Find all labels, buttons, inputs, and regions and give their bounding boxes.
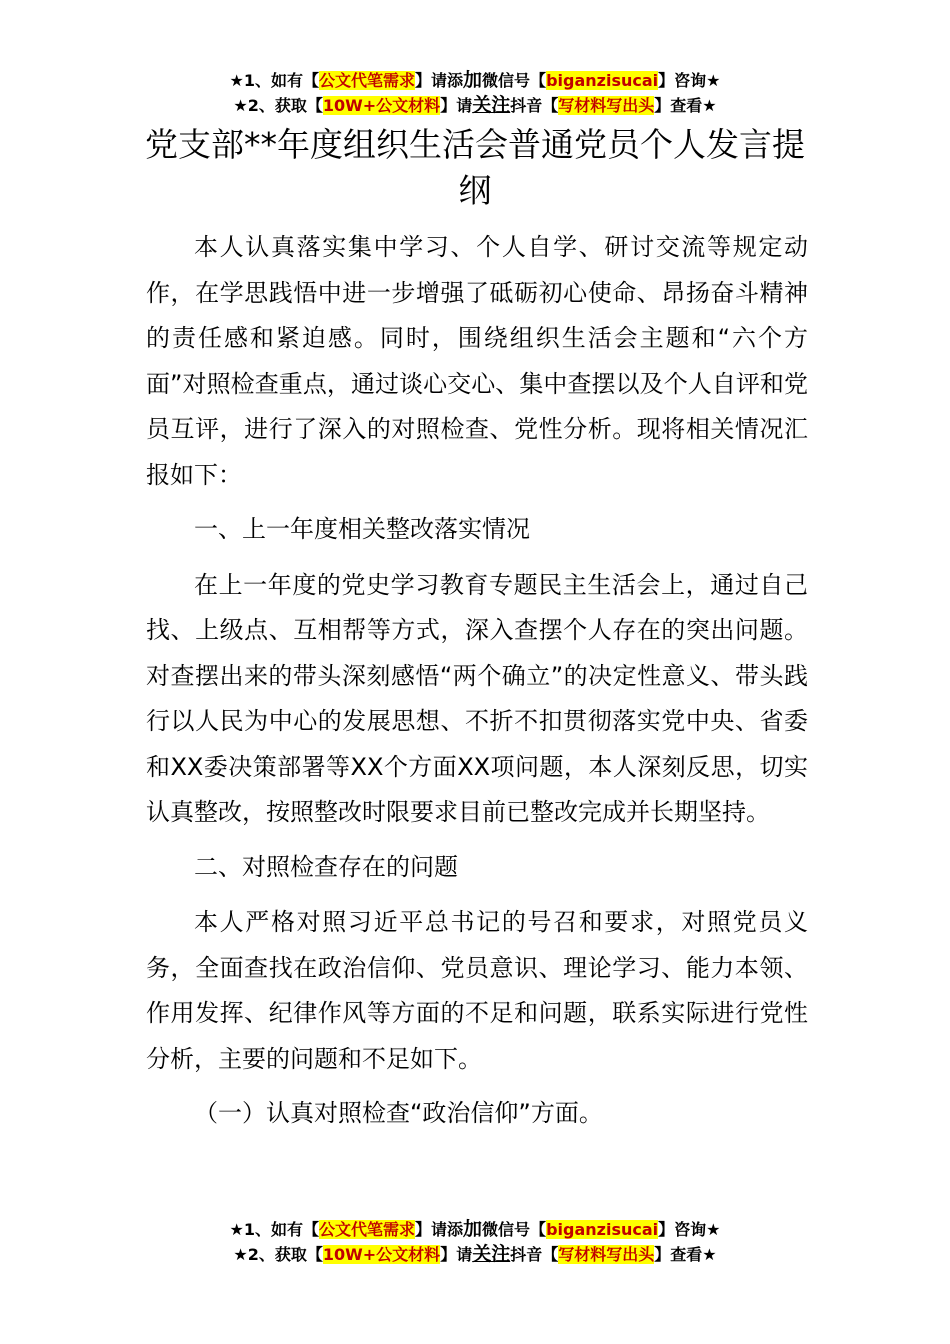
promo-text: ★1、如有【 (229, 71, 319, 90)
promo-text: 】请添 (415, 71, 464, 90)
promo-text: 】请添 (415, 1220, 464, 1239)
promo-text: ★2、获取【 (233, 96, 323, 115)
promo-douyin-id: 写材料写出头 (558, 1245, 655, 1264)
subsection-heading-1: （一）认真对照检查“政治信仰”方面。 (194, 1099, 603, 1127)
promo-text: 】咨询★ (658, 71, 721, 90)
promo-banner-bottom (0, 1217, 950, 1267)
promo-text: 加 (463, 1218, 483, 1240)
promo-text: 关注 (472, 94, 511, 116)
promo-text: 】查看★ (654, 96, 717, 115)
promo-text: 微信号【 (482, 1220, 547, 1239)
document-title: 党支部**年度组织生活会普通党员个人发言提纲 (145, 125, 805, 210)
section-heading-2: 二、对照检查存在的问题 (194, 852, 458, 881)
promo-text: 】咨询★ (658, 1220, 721, 1239)
promo-line-1 (0, 1217, 950, 1242)
promo-text: 】查看★ (654, 1245, 717, 1264)
promo-wechat-id: biganzisucai (546, 1220, 659, 1239)
promo-text: 加 (463, 69, 483, 91)
section-heading-1: 一、上一年度相关整改落实情况 (194, 515, 530, 543)
promo-text: ★2、获取【 (233, 1245, 323, 1264)
promo-wechat-id: biganzisucai (546, 71, 659, 90)
promo-highlight: 10W+公文材料 (322, 96, 441, 115)
promo-text: 关注 (472, 1243, 511, 1265)
paragraph-problems: 本人严格对照习近平总书记的号召和要求，对照党员义务，全面查找在政治信仰、党员意识、理论学习、能力本领、作用发挥、纪律作风等方面的不足和问题，联系实际进行党性分析，主要的问题和不足如下。 (146, 908, 808, 1073)
promo-highlight: 公文代笔需求 (319, 1220, 416, 1239)
paragraph-rectification: 在上一年度的党史学习教育专题民主生活会上，通过自己找、上级点、互相帮等方式，深入查摆个人存在的突出问题。对查摆出来的带头深刻感悟“两个确立”的决定性意义、带头践行以人民为中心的发展思想、不折不扣贯彻落实党中央、省委和XX委决策部署等XX个方面XX项问题，本人深刻反思，切实认真整改，按照整改时限要求目前已整改完成并长期坚持。 (146, 570, 808, 826)
promo-douyin-id: 写材料写出头 (558, 96, 655, 115)
promo-text: 抖音【 (510, 1245, 559, 1264)
promo-line-1 (0, 68, 950, 93)
document-body (146, 225, 808, 1147)
promo-text: 微信号【 (482, 71, 547, 90)
promo-highlight: 公文代笔需求 (319, 71, 416, 90)
promo-highlight: 10W+公文材料 (322, 1245, 441, 1264)
paragraph-intro: 本人认真落实集中学习、个人自学、研讨交流等规定动作，在学思践悟中进一步增强了砥砺初心使命、昂扬奋斗精神的责任感和紧迫感。同时，围绕组织生活会主题和“六个方面”对照检查重点，通过谈心交心、集中查摆以及个人自评和党员互评，进行了深入的对照检查、党性分析。现将相关情况汇报如下： (146, 233, 808, 489)
promo-text: 】请 (440, 96, 473, 115)
promo-text: 】请 (440, 1245, 473, 1264)
promo-banner-top (0, 68, 950, 118)
promo-line-2 (0, 93, 950, 118)
promo-text: ★1、如有【 (229, 1220, 319, 1239)
promo-text: 抖音【 (510, 96, 559, 115)
promo-line-2 (0, 1242, 950, 1267)
